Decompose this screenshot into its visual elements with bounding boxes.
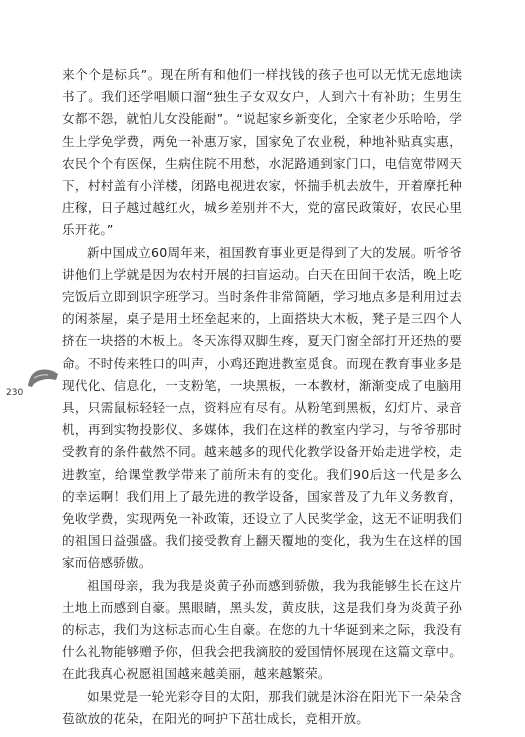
paragraph: 祖国母亲，我为我是炎黄子孙而感到骄傲，我为我能够生长在这片土地上而感到自豪。黑眼睛，黑头发，黄皮肤，这是我们身为炎黄子孙的标志，我们为这标志而心生自豪。在您的九十华诞到来之际，我没有什么礼物能够赠予你，但我会把我滴胶的爱国情怀展现在这篇文章中。在此我真心祝愿祖国越来越美丽，越来越繁荣。 bbox=[62, 577, 462, 682]
page-number: 230 bbox=[6, 388, 24, 398]
paragraph: 来个个是标兵”。现在所有和他们一样找钱的孩子也可以无忧无虑地读书了。我们还学唱顺口溜“独生子女双女户，人到六十有补助；生男生女都不怨，就怕儿女没能耐”。“说起家乡新变化，全家老少乐哈哈，学生上学免学费，两免一补惠万家，国家免了农业税，种地补贴真实惠，农民个个有医保，生病住院不用愁，水泥路通到家门口，电信宽带网天下，村村盖有小洋楼，闭路电视进农家，怀揣手机去放牛，开着摩托种庄稼，日子越过越红火，城乡差别并不大，党的富民政策好，农民心里乐开花。” bbox=[62, 67, 462, 238]
page-corner-marker-icon bbox=[26, 366, 60, 388]
paragraph: 如果党是一轮光彩夺目的太阳，那我们就是沐浴在阳光下一朵朵含苞欲放的花朵，在阳光的呵护下茁壮成长，竞相开放。 bbox=[62, 688, 462, 726]
body-text bbox=[62, 64, 462, 730]
paragraph: 新中国成立60周年来，祖国教育事业更是得到了大的发展。听爷爷讲他们上学就是因为农村开展的扫盲运动。白天在田间干农活，晚上吃完饭后立即到识字班学习。当时条件非常简陋，学习地点多是利用过去的闲茶屋，桌子是用土坯垒起来的，上面搭块大木板，凳子是三四个人挤在一块搭的木板上。冬天冻得双脚生疼，夏天门窗全部打开还热的要命。不时传来牲口的叫声，小鸡还跑进教室觅食。而现在教育事业多是现代化、信息化，一支粉笔，一块黑板，一本教材，渐渐变成了电脑用具，只需鼠标轻轻一点，资料应有尽有。从粉笔到黑板，幻灯片、录音机，再到实物投影仪、多媒体，我们在这样的教室内学习，与爷爷那时受教育的条件截然不同。越来越多的现代化教学设备开始走进学校，走进教室，给课堂教学带来了前所未有的变化。我们90后这一代是多么的幸运啊！我们用上了最先进的教学设备，国家普及了九年义务教育，免收学费，实现两免一补政策，还设立了人民奖学金，这无不证明我们的祖国日益强盛。我们接受教育上翻天覆地的变化，我为生在这样的国家而倍感骄傲。 bbox=[62, 244, 462, 571]
